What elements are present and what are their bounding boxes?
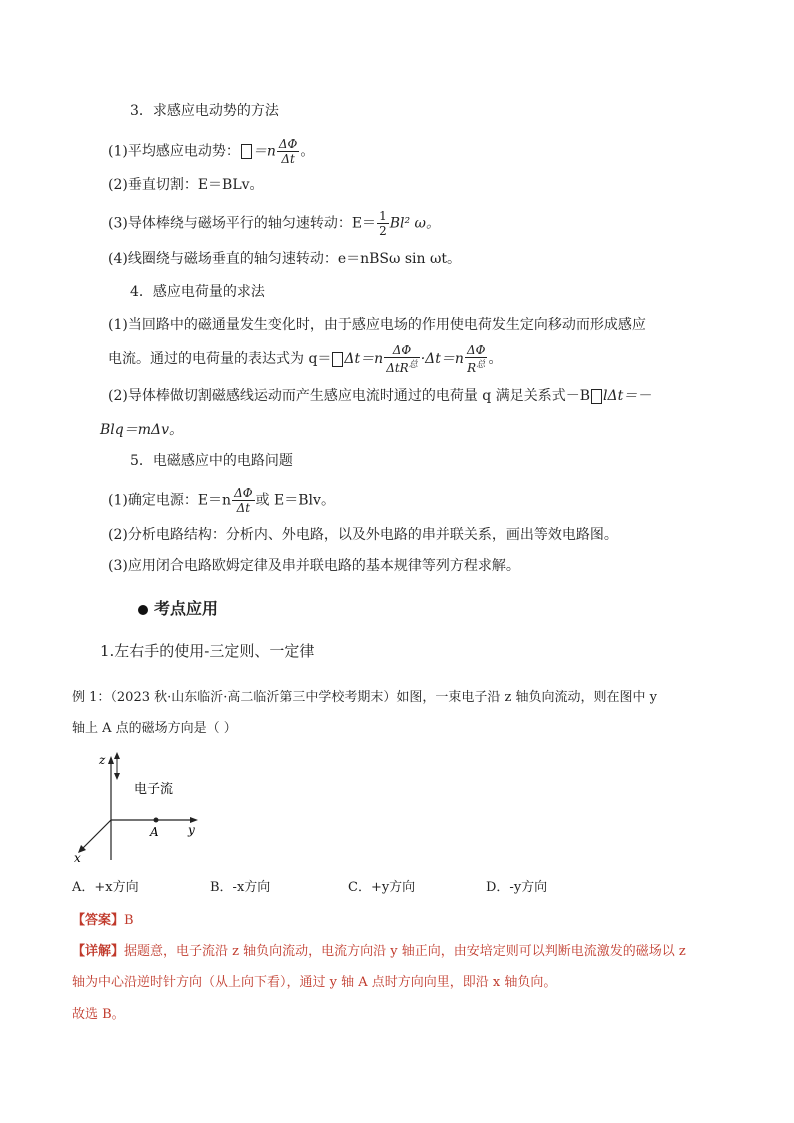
detail-text1: 据题意，电子流沿 z 轴负向流动，电流方向沿 y 轴正向，由安培定则可以判断电流激发的磁场以 z [124, 944, 686, 959]
section4-heading: 4．感应电荷量的求法 [130, 284, 265, 300]
section3-item3-prefix: (3)导体棒绕与磁场平行的轴匀速转动：E＝ [108, 215, 377, 232]
section5-item1 [108, 486, 335, 515]
electron-label: 电子流 [134, 782, 174, 797]
fraction [377, 209, 389, 238]
fraction-numerator: ΔΦ [234, 486, 253, 500]
answer-label: 【答案】 [72, 913, 125, 928]
fraction [232, 486, 255, 515]
section3-item1 [108, 137, 314, 166]
section3-item3 [108, 209, 440, 238]
bullet-icon [138, 605, 148, 615]
subscript-zong: 总 [408, 360, 418, 370]
electron-flow-arrowhead-top [114, 752, 120, 759]
fraction [465, 343, 488, 375]
section5-item1-end: 或 E＝Blv。 [255, 492, 335, 509]
axis-diagram [70, 748, 210, 868]
section4-item1-prefix: 电流。通过的电荷量的表达式为 q＝ [108, 351, 332, 367]
section3-item4: (4)线圈绕与磁场垂直的轴匀速转动：e＝nBSω sin ωt。 [108, 251, 462, 267]
section4-item2-line2: Blq＝mΔv。 [100, 422, 184, 438]
section3-item1-prefix: (1)平均感应电动势： [108, 143, 240, 160]
section5-heading: 5．电磁感应中的电路问题 [130, 453, 293, 469]
answer-value: B [124, 913, 134, 928]
fraction-denominator [384, 358, 420, 375]
section4-item1-mid2: ·Δt＝n [420, 351, 464, 367]
x-axis [82, 820, 111, 849]
x-label: x [74, 851, 81, 865]
section3-item1-end: 。 [300, 143, 315, 160]
section4-item1-line1: (1)当回路中的磁通量发生变化时，由于感应电场的作用使电荷发生定向移动而形成感应 [108, 317, 646, 333]
conclusion: 故选 B。 [72, 1007, 125, 1022]
section3-item2: (2)垂直切割：E＝BLv。 [108, 177, 264, 193]
detail-line2: 轴为中心沿逆时针方向（从上向下看），通过 y 轴 A 点时方向向里，即沿 x 轴负向。 [72, 975, 557, 990]
fraction-numerator: ΔΦ [466, 343, 486, 357]
point-a-label: A [150, 825, 159, 839]
section4-item1-line2 [108, 343, 502, 375]
fraction-denominator [465, 358, 488, 375]
section5-item2: (2)分析电路结构：分析内、外电路，以及外电路的串并联关系，画出等效电路图。 [108, 527, 618, 543]
y-label: y [188, 823, 195, 837]
fraction-denominator-text: R [467, 361, 477, 375]
kaodian-topic: 1.左右手的使用-三定则、一定律 [100, 642, 315, 660]
fraction-numerator: ΔΦ [278, 137, 298, 151]
fraction-numerator: ΔΦ [384, 343, 420, 358]
subscript-zong: 总 [476, 360, 486, 370]
option-c: C．+y方向 [348, 880, 416, 895]
fraction [384, 343, 420, 375]
z-label: z [99, 753, 106, 767]
section5-item1-prefix: (1)确定电源：E＝n [108, 492, 232, 509]
section4-item1-end: 。 [488, 351, 503, 367]
fraction-denominator: 2 [379, 224, 387, 238]
option-a: A．+x方向 [72, 880, 139, 895]
option-d: D．-y方向 [486, 880, 548, 895]
point-a [154, 818, 159, 823]
fraction-denominator-text: ΔtR [386, 361, 409, 375]
example-line1: 例 1：（2023 秋·山东临沂·高二临沂第三中学校考期末）如图，一束电子沿 z 轴负向流动，则在图中 y [72, 690, 657, 705]
z-axis-arrow [108, 756, 114, 764]
missing-glyph-box [241, 144, 252, 159]
option-b: B．-x方向 [210, 880, 271, 895]
missing-glyph-box [332, 352, 343, 367]
section3-item1-eq: ＝n [252, 143, 276, 160]
section4-item2-prefix: (2)导体棒做切割磁感线运动而产生感应电流时通过的电荷量 q 满足关系式－B [108, 388, 590, 404]
fraction-denominator: Δt [236, 501, 251, 515]
fraction [277, 137, 300, 166]
detail-line1 [72, 942, 686, 962]
section3-heading: 3．求感应电动势的方法 [130, 103, 279, 119]
kaodian-heading [138, 596, 218, 619]
answer-line [72, 911, 134, 931]
electron-flow-arrowhead [114, 773, 120, 780]
section3-item3-end: Bl² ω。 [389, 215, 440, 232]
section4-item1-mid1: Δt＝n [344, 351, 384, 367]
kaodian-title: 考点应用 [154, 599, 219, 618]
missing-glyph-box [591, 389, 602, 404]
fraction-denominator: Δt [281, 152, 295, 166]
section5-item3: (3)应用闭合电路欧姆定律及串并联电路的基本规律等列方程求解。 [108, 558, 520, 574]
detail-label: 【详解】 [72, 944, 125, 959]
example-line2: 轴上 A 点的磁场方向是（ ） [72, 721, 237, 736]
fraction-numerator: 1 [379, 209, 387, 223]
section4-item2-end: lΔt＝－ [602, 388, 652, 404]
section4-item2-line1 [108, 386, 651, 406]
